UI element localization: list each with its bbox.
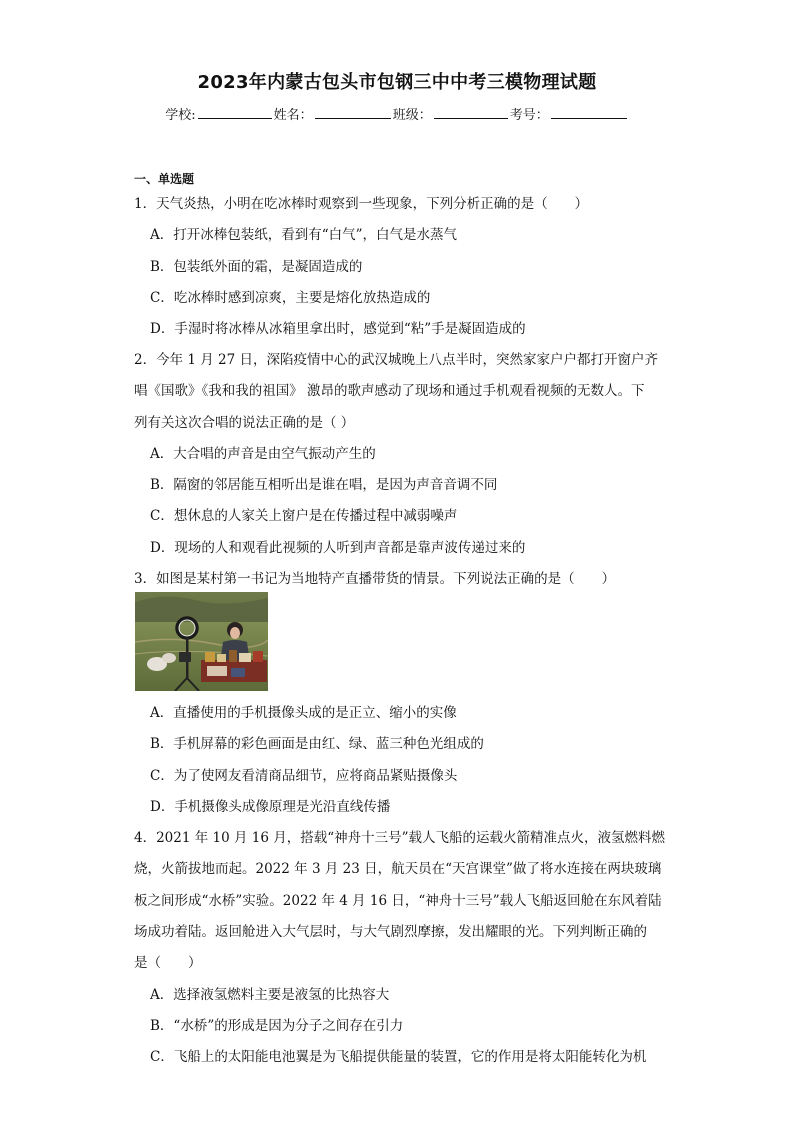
question-3-stem: 3．如图是某村第一书记为当地特产直播带货的情景。下列说法正确的是（ ） xyxy=(134,571,616,587)
question-4-stem-line-2: 烧，火箭拔地而起。2022 年 3 月 23 日，航天员在“天宫课堂”做了将水连接在两块玻璃 xyxy=(134,861,662,877)
livestream-photo xyxy=(135,592,268,691)
question-4-option-b: B．“水桥”的形成是因为分子之间存在引力 xyxy=(150,1018,404,1034)
question-2-stem-line-3: 列有关这次合唱的说法正确的是（ ） xyxy=(134,415,355,431)
exam-number-blank[interactable] xyxy=(551,106,627,119)
exam-number-label: 考号： xyxy=(509,108,549,123)
question-2-stem-line-2: 唱《国歌》《我和我的祖国》 激昂的歌声感动了现场和通过手机观看视频的无数人。下 xyxy=(134,383,645,399)
class-label: 班级： xyxy=(392,108,432,123)
section-heading: 一、单选题 xyxy=(134,172,195,186)
question-1-option-d: D．手湿时将冰棒从冰箱里拿出时，感觉到“粘”手是凝固造成的 xyxy=(150,321,526,337)
question-2-stem-line-1: 2．今年 1 月 27 日，深陷疫情中心的武汉城晚上八点半时，突然家家户户都打开窗户齐 xyxy=(134,352,659,368)
school-label: 学校: xyxy=(165,108,196,123)
class-blank[interactable] xyxy=(434,106,508,119)
question-4-option-c: C．飞船上的太阳能电池翼是为飞船提供能量的装置，它的作用是将太阳能转化为机 xyxy=(150,1049,647,1065)
name-blank[interactable] xyxy=(315,106,391,119)
question-2-option-a: A．大合唱的声音是由空气振动产生的 xyxy=(150,446,376,462)
student-info-row xyxy=(0,104,794,123)
question-3-option-a: A．直播使用的手机摄像头成的是正立、缩小的实像 xyxy=(150,705,457,721)
question-4-stem-line-3: 板之间形成“水桥”实验。2022 年 4 月 16 日，“神舟十三号”载人飞船返回舱在东风着陆 xyxy=(134,893,662,909)
question-1-stem: 1．天气炎热，小明在吃冰棒时观察到一些现象，下列分析正确的是（ ） xyxy=(134,196,589,212)
name-label: 姓名： xyxy=(273,108,313,123)
question-4-stem-line-1: 4．2021 年 10 月 16 月，搭载“神舟十三号”载人飞船的运载火箭精准点火，液氢燃料燃 xyxy=(134,830,666,846)
livestream-scene-illustration xyxy=(135,592,268,691)
question-3-option-c: C．为了使网友看清商品细节，应将商品紧贴摄像头 xyxy=(150,768,458,784)
question-3-option-d: D．手机摄像头成像原理是光沿直线传播 xyxy=(150,799,391,815)
question-1-option-b: B．包装纸外面的霜，是凝固造成的 xyxy=(150,259,363,275)
question-4-stem-line-4: 场成功着陆。返回舱进入大气层时，与大气剧烈摩擦，发出耀眼的光。下列判断正确的 xyxy=(134,924,647,940)
school-blank[interactable] xyxy=(198,106,272,119)
question-1-option-a: A．打开冰棒包装纸，看到有“白气”，白气是水蒸气 xyxy=(150,227,458,243)
question-4-stem-line-5: 是（ ） xyxy=(134,955,202,971)
question-1-option-c: C．吃冰棒时感到凉爽，主要是熔化放热造成的 xyxy=(150,290,431,306)
question-3-option-b: B．手机屏幕的彩色画面是由红、绿、蓝三种色光组成的 xyxy=(150,736,484,752)
exam-title: 2023年内蒙古包头市包钢三中中考三模物理试题 xyxy=(197,72,597,93)
question-2-option-d: D．现场的人和观看此视频的人听到声音都是靠声波传递过来的 xyxy=(150,540,526,556)
question-2-option-c: C．想休息的人家关上窗户是在传播过程中减弱噪声 xyxy=(150,508,458,524)
question-4-option-a: A．选择液氢燃料主要是液氢的比热容大 xyxy=(150,987,390,1003)
question-2-option-b: B．隔窗的邻居能互相听出是谁在唱，是因为声音音调不同 xyxy=(150,477,498,493)
